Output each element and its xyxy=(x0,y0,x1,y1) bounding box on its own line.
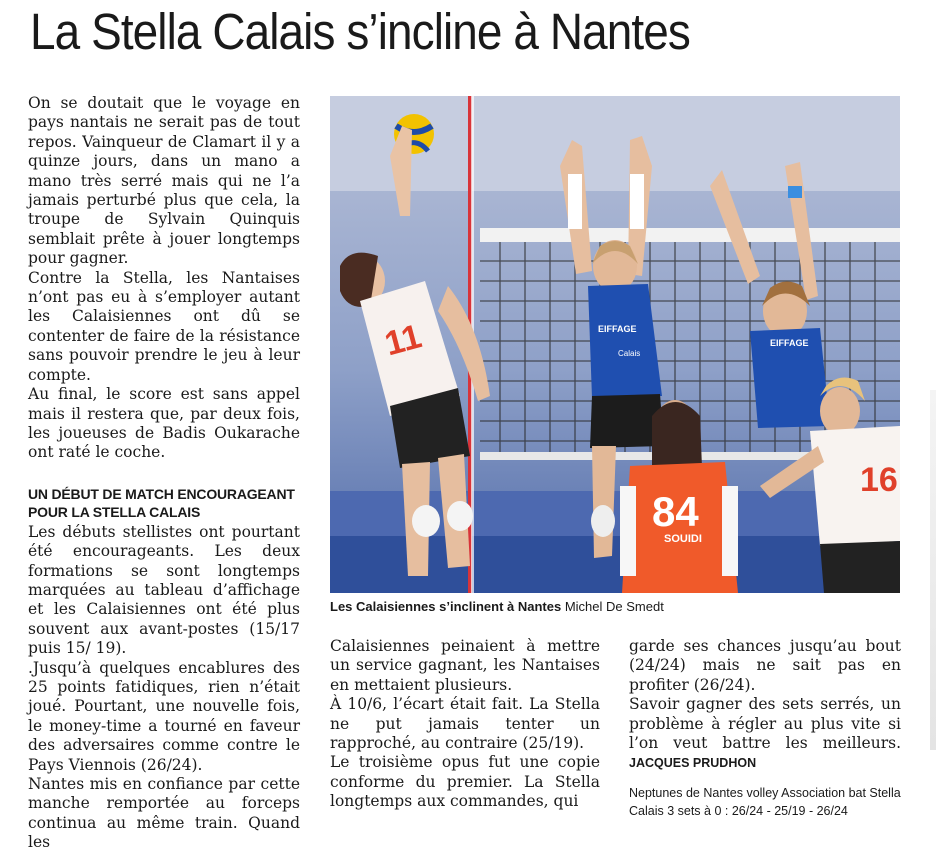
body-paragraph-1: Les débuts stellistes ont pourtant été encourageants. Les deux formations se sont longtemps marquées au tableau d’affichage et les Calaisiennes ont été plus souvent aux avant-postes (15/17 puis 15/ 19). xyxy=(28,522,300,658)
jersey-number-16: 16 xyxy=(860,461,898,499)
col3-paragraph-1: garde ses chances jusqu’au bout (24/24) mais ne sait pas en profiter (26/24). xyxy=(629,637,901,694)
caption-title: Les Calaisiennes s’inclinent à Nantes xyxy=(330,599,562,614)
col2-paragraph-1: Calaisiennes peinaient à mettre un service gagnant, les Nantaises en mettaient plusieurs. xyxy=(330,637,600,694)
match-result: Neptunes de Nantes volley Association bat Stella Calais 3 sets à 0 : 26/24 - 25/19 - 26/24 xyxy=(629,785,901,818)
sponsor-city-left: Calais xyxy=(618,349,641,358)
body-paragraph-2: .Jusqu’à quelques encablures des 25 points fatidiques, rien n’était joué. Pourtant, une nouvelle fois, le money-time a tourné en faveur des adversaires comme contre le Pays Viennois (26/24). xyxy=(28,658,300,774)
col3-closing-text: Savoir gagner des sets serrés, un problème à régler au plus vite si l’on veut battre les meilleurs. xyxy=(629,695,901,753)
article-headline: La Stella Calais s’incline à Nantes xyxy=(30,3,690,60)
article-column-1 xyxy=(28,94,300,853)
col3-paragraph-2 xyxy=(629,695,901,774)
volleyball-match-photo xyxy=(330,96,900,593)
intro-paragraph-2: Contre la Stella, les Nantaises n’ont pas eu à s’employer autant les Calaisiennes ont dû se contenter de faire de la résistance sans pouvoir prendre le jeu à leur compte. xyxy=(28,268,300,384)
sponsor-text-right: EIFFAGE xyxy=(770,338,809,348)
article-column-3 xyxy=(629,637,901,820)
col2-paragraph-2: À 10/6, l’écart était fait. La Stella ne put jamais tenter un rapproché, au contraire (25/19). xyxy=(330,695,600,753)
photo-caption xyxy=(330,599,900,614)
intro-paragraph-3: Au final, le score est sans appel mais il restera que, par deux fois, les joueuses de Badis Oukarache ont raté le coche. xyxy=(28,385,300,462)
col2-paragraph-3: Le troisième opus fut une copie conforme du premier. La Stella longtemps aux commandes, qui xyxy=(330,753,600,811)
photo-credit: Michel De Smedt xyxy=(564,599,664,614)
page-edge-fragment xyxy=(930,390,936,750)
article-column-2 xyxy=(330,637,600,812)
photo-illustration xyxy=(330,96,900,593)
article-author: JACQUES PRUDHON xyxy=(629,756,757,771)
jersey-number-11: 11 xyxy=(380,317,426,364)
intro-paragraph-1: On se doutait que le voyage en pays nantais ne serait pas de tout repos. Vainqueur de Clamart il y a quinze jours, dans un mano a mano très serré mais qui ne l’a jamais perturbé plus que cela, la troupe de Sylvain Quinquis semblait prête à jouer longtemps pour gagner. xyxy=(28,94,300,268)
sponsor-text-left: EIFFAGE xyxy=(598,324,637,334)
jersey-name-souidi: SOUIDI xyxy=(664,533,702,545)
article-subheading: UN DÉBUT DE MATCH ENCOURAGEANT POUR LA STELLA CALAIS xyxy=(28,485,295,520)
body-paragraph-3: Nantes mis en confiance par cette manche remportée au forceps continua au même train. Quand les xyxy=(28,775,300,852)
jersey-number-84: 84 xyxy=(652,488,699,535)
